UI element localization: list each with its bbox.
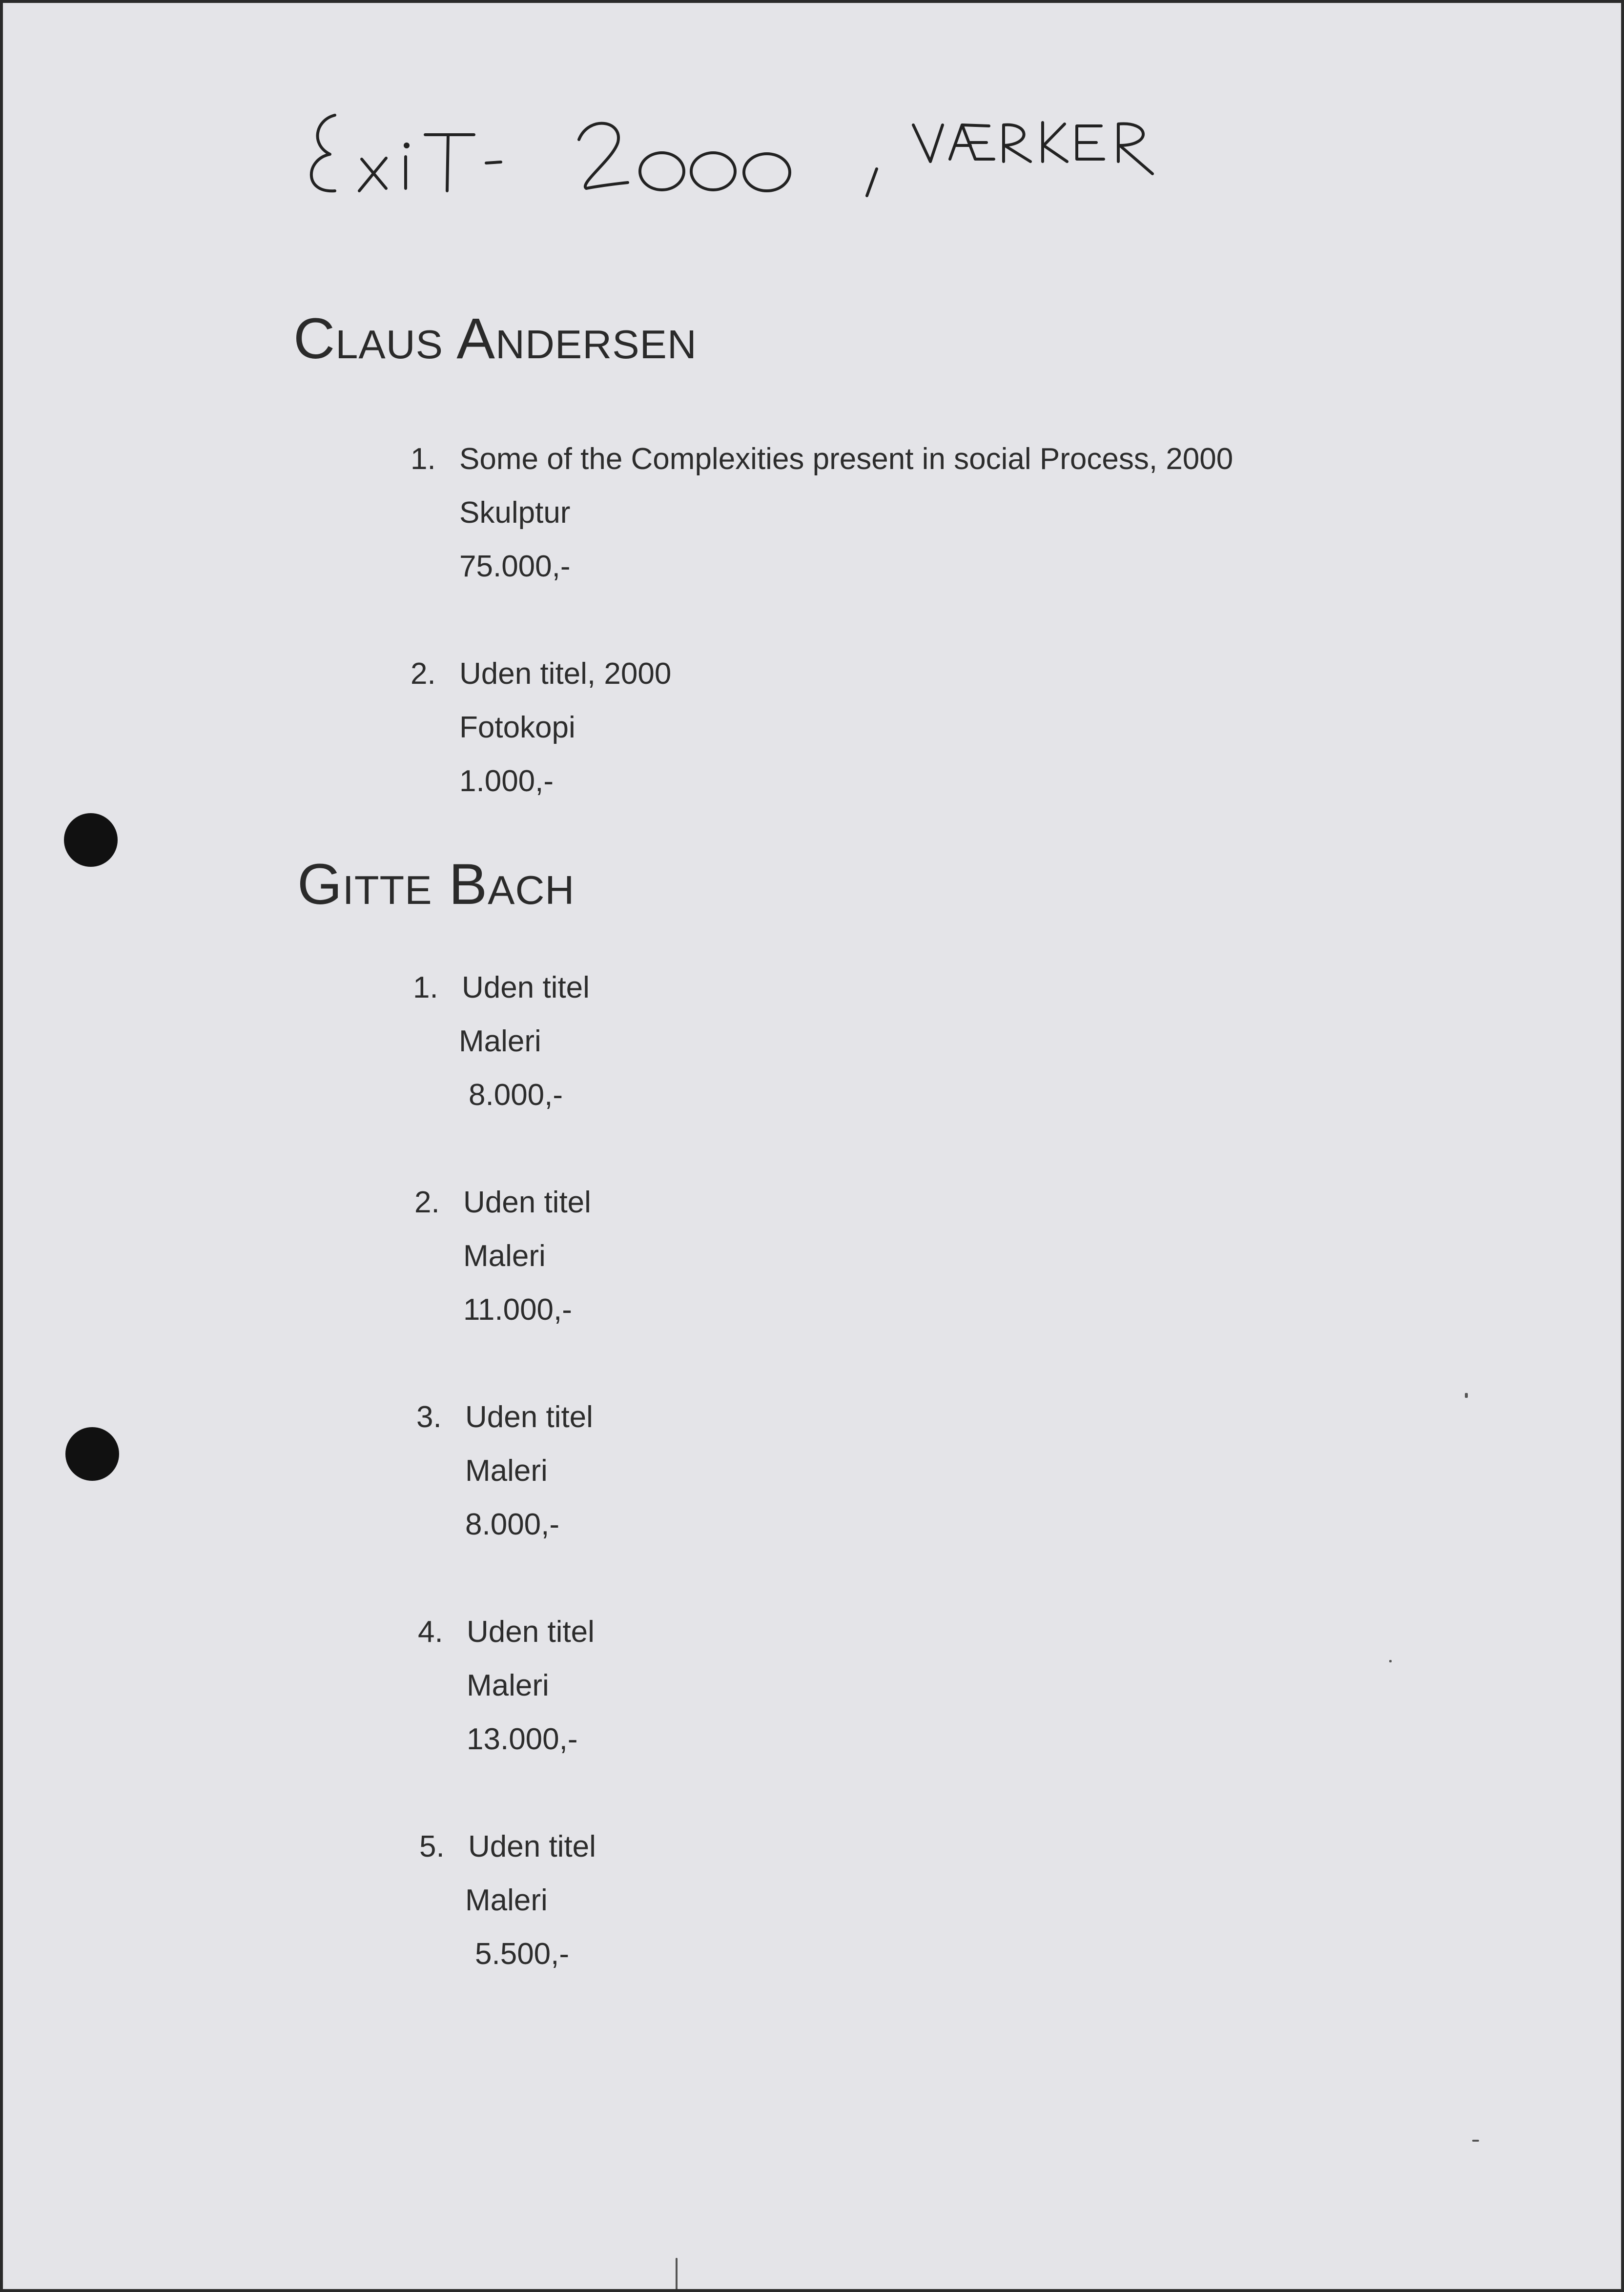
paper-speck <box>1389 1660 1392 1662</box>
work-medium: Maleri <box>463 1239 546 1273</box>
work-title: Uden titel, 2000 <box>459 657 672 691</box>
punch-hole <box>65 1427 119 1481</box>
work-title: Uden titel <box>467 1615 595 1649</box>
work-medium: Maleri <box>465 1883 548 1917</box>
work-number: 2. <box>411 657 436 691</box>
handwritten-title <box>306 101 1233 227</box>
work-number: 4. <box>418 1615 443 1649</box>
work-medium: Maleri <box>459 1024 541 1058</box>
work-price: 13.000,- <box>467 1722 578 1756</box>
work-number: 1. <box>411 442 436 476</box>
work-price: 8.000,- <box>469 1078 563 1112</box>
work-medium: Skulptur <box>459 496 571 530</box>
work-title: Some of the Complexities present in social Process, 2000 <box>459 442 1233 476</box>
work-price: 11.000,- <box>463 1293 572 1327</box>
work-medium: Maleri <box>467 1669 549 1702</box>
work-price: 1.000,- <box>459 764 554 798</box>
work-price: 5.500,- <box>475 1937 570 1971</box>
work-medium: Maleri <box>465 1454 548 1488</box>
work-number: 5. <box>419 1830 445 1863</box>
artist-name: Gitte Bach <box>297 852 575 917</box>
work-title: Uden titel <box>468 1830 596 1863</box>
work-title: Uden titel <box>462 971 590 1004</box>
work-title: Uden titel <box>463 1186 591 1219</box>
work-number: 2. <box>414 1186 440 1219</box>
punch-hole <box>64 813 118 867</box>
work-price: 8.000,- <box>465 1508 560 1541</box>
document-page <box>3 3 1621 2289</box>
work-number: 1. <box>413 971 438 1004</box>
paper-speck <box>676 2258 678 2289</box>
work-medium: Fotokopi <box>459 711 576 744</box>
work-title: Uden titel <box>465 1400 593 1434</box>
artist-name: Claus Andersen <box>293 307 697 371</box>
work-number: 3. <box>416 1400 442 1434</box>
paper-speck <box>1472 2140 1479 2142</box>
work-price: 75.000,- <box>459 550 571 583</box>
paper-speck <box>1465 1393 1468 1398</box>
